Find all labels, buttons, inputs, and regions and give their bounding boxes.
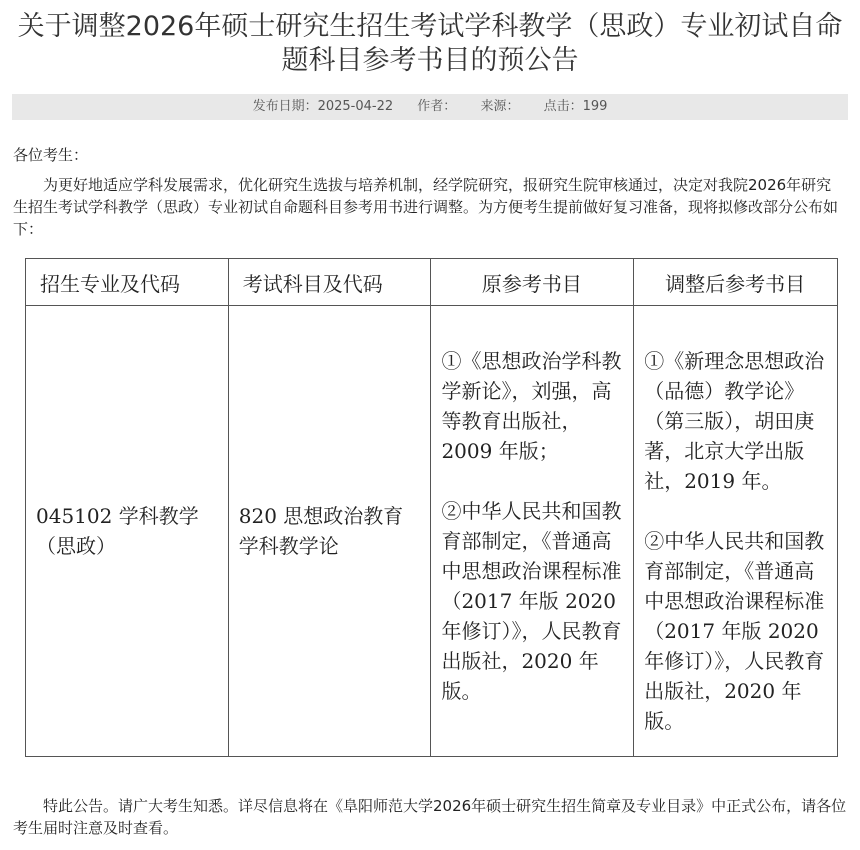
original-book-2: ②中华人民共和国教育部制定，《普通高中思想政治课程标准（2017 年版 2020 年修订）》，人民教育出版社，2020 年版。 [441,499,622,703]
footer-paragraph: 特此公告。请广大考生知悉。详尽信息将在《阜阳师范大学2026年硕士研究生招生简章及专业目录》中正式公布，请各位考生届时注意及时查看。 [13,797,847,837]
major-cell: 045102 学科教学（思政） [26,306,229,757]
table-row [26,306,838,757]
publish-date: 发布日期：2025-04-22 [252,99,394,114]
article-body [13,144,846,240]
adjusted-books-cell [634,306,838,757]
header-adjusted: 调整后参考书目 [634,259,838,306]
intro-paragraph: 为更好地适应学科发展需求，优化研究生选拔与培养机制，经学院研究，报研究生院审核通过，决定对我院2026年研究生招生考试学科教学（思政）专业初试自命题科目参考用书进行调整。为方便考生提前做好复习准备，现将拟修改部分公布如下： [13,176,839,238]
view-count: 点击：199 [543,99,608,114]
original-book-1: ①《思想政治学科教学新论》，刘强，高等教育出版社，2009 年版； [441,349,622,463]
adjusted-book-1: ①《新理念思想政治（品德）教学论》（第三版），胡田庚著，北京大学出版社，2019 年。 [644,349,825,493]
article-title: 关于调整2026年硕士研究生招生考试学科教学（思政）专业初试自命题科目参考书目的预公告 [17,11,843,76]
header-subject: 考试科目及代码 [228,259,431,306]
original-books-cell [431,306,634,757]
greeting: 各位考生： [13,146,89,164]
article-meta [12,94,848,120]
adjusted-book-2: ②中华人民共和国教育部制定，《普通高中思想政治课程标准（2017 年版 2020 年修订）》，人民教育出版社，2020 年版。 [644,529,825,733]
source: 来源： [480,99,520,114]
table-header-row [26,259,838,306]
subject-cell: 820 思想政治教育学科教学论 [228,306,431,757]
reference-table [25,258,838,757]
author: 作者： [417,99,457,114]
header-original: 原参考书目 [431,259,634,306]
header-major: 招生专业及代码 [26,259,229,306]
